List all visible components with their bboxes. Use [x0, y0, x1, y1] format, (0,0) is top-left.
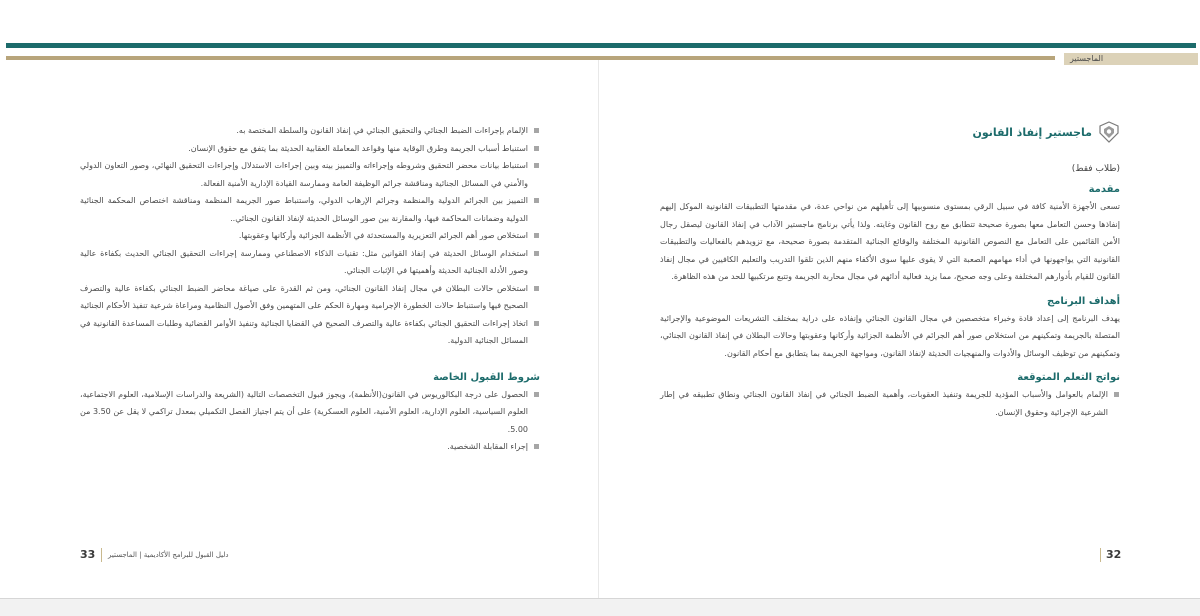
- page-bottom-edge: [0, 598, 1200, 616]
- list-item: استخلاص حالات البطلان في مجال إنفاذ القانون الجنائي، ومن ثم القدرة على صياغة محاضر الضبط الجنائي بكفاءة عالية والتصرف الصحيح فيها واستنباط حالات الخطورة الإجرامية ومهارة الحكم على المتهمين وفق الأصول النظامية ومراعاة شرعية تنفيذ الأحكام الجنائية: [80, 280, 540, 315]
- outcomes-list: [660, 386, 1120, 421]
- program-subtitle: (طلاب فقط): [1071, 164, 1120, 174]
- list-item: إجراء المقابلة الشخصية.: [80, 438, 540, 456]
- admission-heading: شروط القبول الخاصة: [433, 371, 540, 383]
- footer-text: دليل القبول للبرامج الأكاديمية | الماجستير: [108, 551, 229, 559]
- goals-heading: أهداف البرنامج: [1046, 295, 1120, 307]
- list-item: استخدام الوسائل الحديثة في إنفاذ القوانين مثل: تقنيات الذكاء الاصطناعي وممارسة إجراءات التحقيق الجنائي الحديث بكفاءة عالية وصور الأدلة الجنائية الحديثة وأهميتها في الإثبات الجنائي.: [80, 245, 540, 280]
- outcomes-heading: نواتج التعلم المتوقعة: [1017, 372, 1120, 383]
- footer-divider-right: [1100, 548, 1101, 562]
- intro-paragraph: تسعى الأجهزة الأمنية كافة في سبيل الرقي بمستوى منسوبيها إلى تأهيلهم من نواحي عدة، في مقدمتها التطبيقات القانونية الموكل إليهم إنفاذها وحسن التعامل معها بصورة صحيحة تتطابق مع روح القانون وغايته. ولذا يأتي برنامج ماجستير الآداب في إنفاذ القانون ليصقل رجال الأمن القائمين على التعامل مع النصوص القانونية المختلفة والوقائع الجنائية المتقدمة بصورة صحيحة، مع تزويدهم بالفعاليات والتطبيقات القانونية التي يواجهونها في أداء مهامهم الصعبة التي لا يقوى عليها سوى الأكفاء منهم الذين تلقوا التدريب والتعليم الكافيين في مجال إنفاذ القانون للقيام بأدوارهم المختلفة وعلى وجه صحيح، مما يزيد فعالية أدائهم في مجال محاربة الجريمة وتتبع مرتكبيها للحد من هذه الظاهرة.: [660, 202, 1121, 281]
- shield-badge-icon: [1098, 121, 1120, 143]
- admission-list: [80, 386, 540, 456]
- list-item: استخلاص صور أهم الجرائم التعزيرية والمستحدثة في الأنظمة الجزائية وأركانها وعقوبتها.: [80, 227, 540, 245]
- footer-divider-left: [101, 548, 102, 562]
- right-page-content: [660, 120, 1120, 421]
- left-page-content: [80, 122, 540, 456]
- page-number-right: 32: [1106, 548, 1122, 561]
- header-band-gold: [6, 56, 1055, 60]
- outcomes-continued-list: [80, 122, 540, 350]
- book-spine: [598, 60, 599, 598]
- header-band-teal: [6, 43, 1196, 48]
- program-title: ماجستير إنفاذ القانون: [972, 125, 1092, 139]
- section-tab-label: الماجستير: [1070, 54, 1104, 63]
- intro-heading: مقدمة: [1088, 184, 1120, 195]
- list-item: اتخاذ إجراءات التحقيق الجنائي بكفاءة عالية والتصرف الصحيح في القضايا الجنائية وتنفيذ الأوامر القضائية وطلبات المساعدة القانونية في المسائل الجنائية الدولية.: [80, 315, 540, 350]
- list-item: استنباط أسباب الجريمة وطرق الوقاية منها وقواعد المعاملة العقابية الحديثة بما يتفق مع حقوق الإنسان.: [80, 140, 540, 158]
- list-item: الإلمام بالعوامل والأسباب المؤدية للجريمة وتنفيذ العقوبات، وأهمية الضبط الجنائي في إنفاذ القانون الجنائي ونطاق تطبيقه في إطار الشرعية الإجرائية وحقوق الإنسان.: [660, 386, 1120, 421]
- list-item: التمييز بين الجرائم الدولية والمنظمة وجرائم الإرهاب الدولي، واستنباط صور الجريمة المنظمة ومناقشة اختصاص المحكمة الجنائية الدولية وضمانات المحاكمة فيها، والمقارنة بين صور الوسائل الحديثة لإنفاذ القانون الجنائي..: [80, 192, 540, 227]
- list-item: استنباط بيانات محضر التحقيق وشروطه وإجراءاته والتمييز بينه وبين إجراءات الاستدلال وإجراءات التحقيق النهائي، وصور التعاون الدولي والأمني في المسائل الجنائية ومناقشة جرائم الوظيفة العامة وممارسة القيادة الإدارية الأمنية الفعالة.: [80, 157, 540, 192]
- section-tab: [1064, 53, 1198, 65]
- program-title-row: [660, 120, 1120, 144]
- goals-paragraph: يهدف البرنامج إلى إعداد قادة وخبراء متخصصين في مجال القانون الجنائي وإنفاذه على دراية بمختلف التشريعات الموضوعية والإجرائية المتصلة بالجريمة وتمكينهم من استخلاص صور أهم الجرائم في الأنظمة الجزائية وأركانها وعقوبتها وحالات البطلان في إنفاذ القانون الجنائي، وتمكينهم من توظيف الوسائل والأدوات والمنهجيات الحديثة لإنفاذ القانون، ومواجهة الجريمة بما يتطابق مع أحكام القانون.: [660, 313, 1121, 358]
- list-item: الإلمام بإجراءات الضبط الجنائي والتحقيق الجنائي في إنفاذ القانون والسلطة المختصة به.: [80, 122, 540, 140]
- page-number-left: 33: [80, 548, 96, 561]
- list-item: الحصول على درجة البكالوريوس في القانون(الأنظمة)، ويجوز قبول التخصصات التالية (الشريعة والدراسات الإسلامية، العلوم الاجتماعية، العلوم السياسية، العلوم الإدارية، العلوم الأمنية، العلوم العسكرية) على أن يتم اجتياز الفصل التكميلي بمعدل تراكمي لا يقل عن 3.50 من 5.00.: [80, 386, 540, 439]
